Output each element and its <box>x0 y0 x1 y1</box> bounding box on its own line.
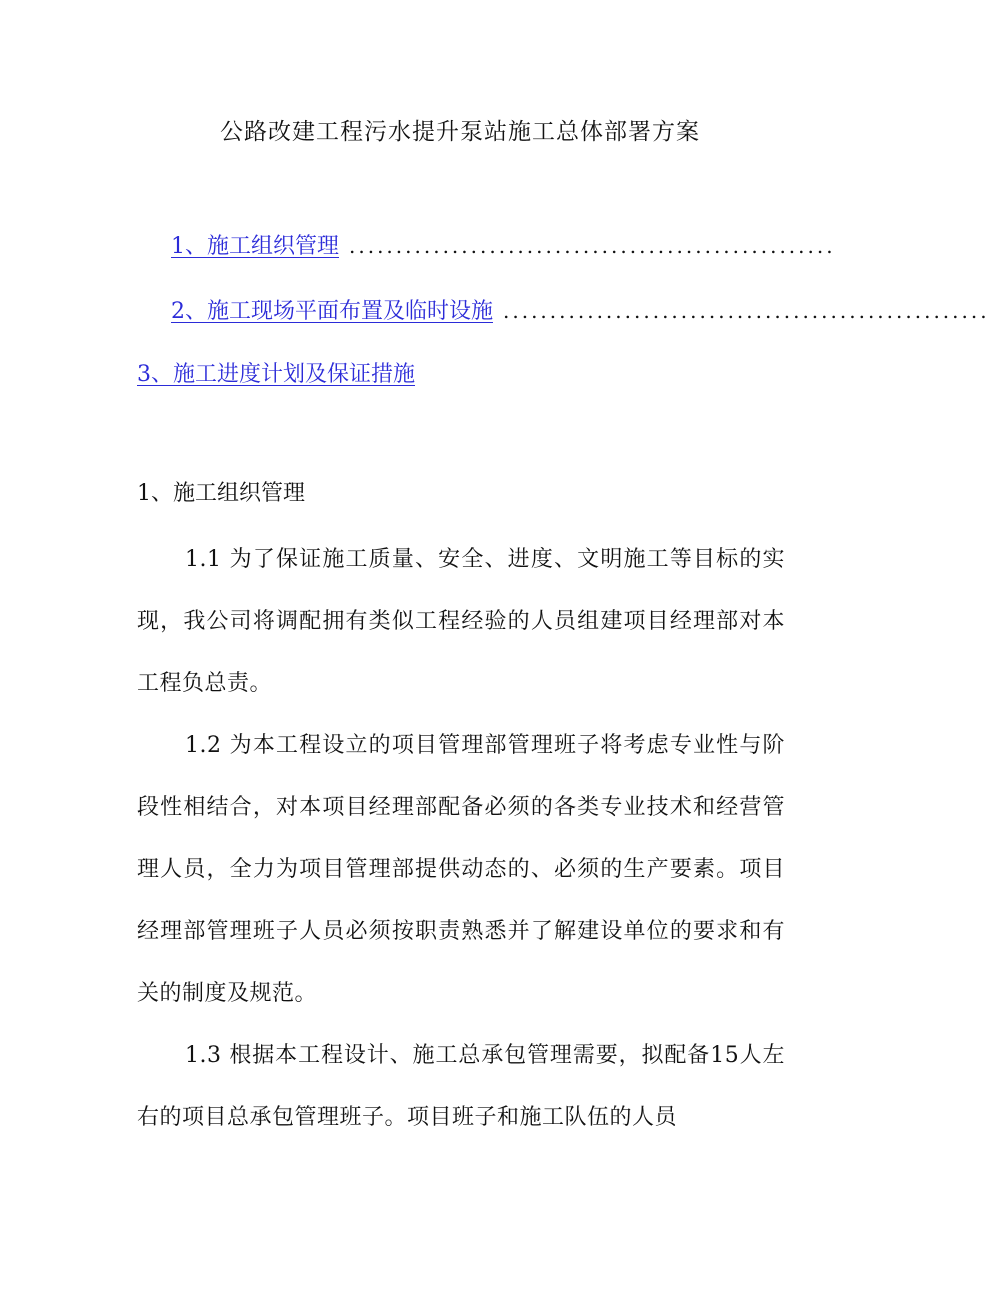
toc-entry-3 <box>137 355 537 395</box>
toc-entry-1 <box>171 226 836 266</box>
section-heading: 1、施工组织管理 <box>137 481 305 506</box>
document-title: 公路改建工程污水提升泵站施工总体部署方案 <box>220 119 700 145</box>
paragraph-1-1: 1.1 为了保证施工质量、安全、进度、文明施工等目标的实现，我公司将调配拥有类似工程经验的人员组建项目经理部对本工程负总责。 <box>137 547 785 696</box>
toc-link-2[interactable]: 2、施工现场平面布置及临时设施 <box>171 299 493 324</box>
paragraph-1-3: 1.3 根据本工程设计、施工总承包管理需要，拟配备15人左右的项目总承包管理班子。项目班子和施工队伍的人员 <box>137 1043 785 1130</box>
toc-leader-dots-2: .................................................... <box>503 299 990 323</box>
paragraph-1-2: 1.2 为本工程设立的项目管理部管理班子将考虑专业性与阶段性相结合，对本项目经理部配备必须的各类专业技术和经营管理人员，全力为项目管理部提供动态的、必须的生产要素。项目经理部管理班子人员必须按职责熟悉并了解建设单位的要求和有关的制度及规范。 <box>137 733 785 1006</box>
toc-leader-dots-1: .................................................... <box>349 234 836 258</box>
toc-link-3[interactable]: 3、施工进度计划及保证措施 <box>137 362 415 387</box>
toc-link-1[interactable]: 1、施工组织管理 <box>171 234 339 259</box>
toc-entry-2 <box>171 291 990 331</box>
